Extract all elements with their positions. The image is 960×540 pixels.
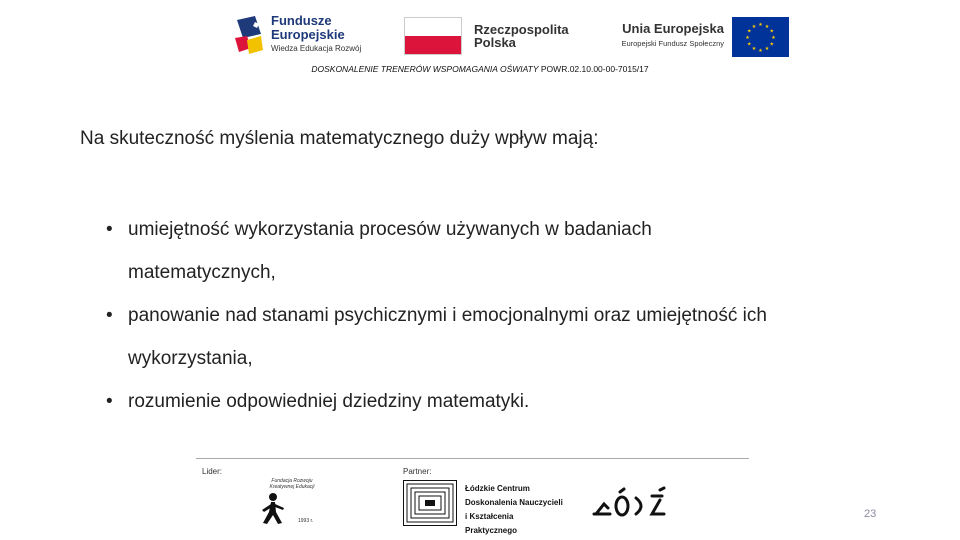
fe-logo-text (271, 14, 345, 42)
bullet-line: wykorzystania, (128, 348, 253, 369)
rzeczpospolita-logo (404, 17, 574, 57)
bullet-item (106, 380, 906, 423)
fundacja-logo-text: Fundacja Rozwoju Kreatywnej Edukacji (269, 478, 315, 490)
lodz-logo-icon (590, 484, 674, 524)
lcd-line: Doskonalenia Nauczycieli (465, 498, 563, 507)
partner-label: Partner: (403, 467, 432, 476)
svg-text:★: ★ (751, 23, 757, 30)
ue-logo-title: Unia Europejska (622, 21, 724, 36)
svg-text:★: ★ (746, 41, 752, 48)
rp-logo-line2: Polska (474, 35, 516, 50)
bullet-dot-icon: • (106, 219, 113, 240)
eu-flag-icon (732, 17, 789, 57)
svg-text:★: ★ (745, 35, 750, 41)
footer-divider (196, 458, 749, 459)
project-code: POWR.02.10.00-00-7015/17 (538, 64, 649, 74)
bullet-line: rozumienie odpowiedniej dziedziny matematyki. (128, 391, 530, 412)
unia-europejska-logo (600, 17, 790, 59)
svg-text:★: ★ (769, 41, 775, 48)
svg-text:★: ★ (751, 46, 757, 53)
svg-text:★: ★ (771, 35, 776, 41)
lider-label: Lider: (202, 467, 223, 476)
slide-heading: Na skuteczność myślenia matematycznego duży wpływ mają: (80, 128, 599, 149)
bullet-dot-icon: • (106, 305, 113, 326)
lcd-logo-text (465, 482, 563, 538)
svg-text:★: ★ (764, 23, 770, 30)
project-title: DOSKONALENIE TRENERÓW WSPOMAGANIA OŚWIATY (311, 64, 539, 74)
bullet-line: panowanie nad stanami psychicznymi i emocjonalnymi oraz umiejętność ich (128, 305, 767, 326)
lcd-line: Łódzkie Centrum (465, 484, 530, 493)
lcd-line: i Kształcenia Praktycznego (465, 512, 518, 535)
bullet-dot-icon: • (106, 391, 113, 412)
bullet-line: matematycznych, (128, 262, 276, 283)
ue-logo-sub: Europejski Fundusz Społeczny (621, 39, 724, 48)
lcd-logo (403, 480, 563, 535)
svg-text:★: ★ (758, 48, 763, 54)
fundacja-logo (256, 478, 320, 526)
fe-logo-line2: Europejskie (271, 27, 345, 42)
page-number: 23 (864, 508, 877, 520)
bullet-line: umiejętność wykorzystania procesów używanych w badaniach (128, 219, 652, 240)
svg-text:★: ★ (769, 28, 775, 35)
polish-flag-icon (404, 17, 462, 55)
project-reference (0, 64, 960, 74)
lodz-logo (590, 484, 674, 524)
lcd-square-icon (403, 480, 457, 526)
bullet-item (106, 208, 906, 294)
svg-text:★: ★ (758, 22, 763, 28)
walking-person-icon (256, 492, 290, 526)
svg-text:★: ★ (746, 28, 752, 35)
rp-logo-text (474, 23, 569, 49)
fe-logo-line1: Fundusze (271, 13, 332, 28)
fundacja-logo-year: 1993 r. (298, 518, 314, 524)
fundusze-europejskie-logo (233, 12, 373, 58)
bullet-item (106, 294, 906, 380)
fe-logo-sub: Wiedza Edukacja Rozwój (271, 44, 362, 53)
bullet-list (106, 208, 906, 423)
svg-text:★: ★ (764, 46, 770, 53)
rp-logo-line1: Rzeczpospolita (474, 22, 569, 37)
fundusze-europejskie-mark-icon (233, 14, 265, 56)
